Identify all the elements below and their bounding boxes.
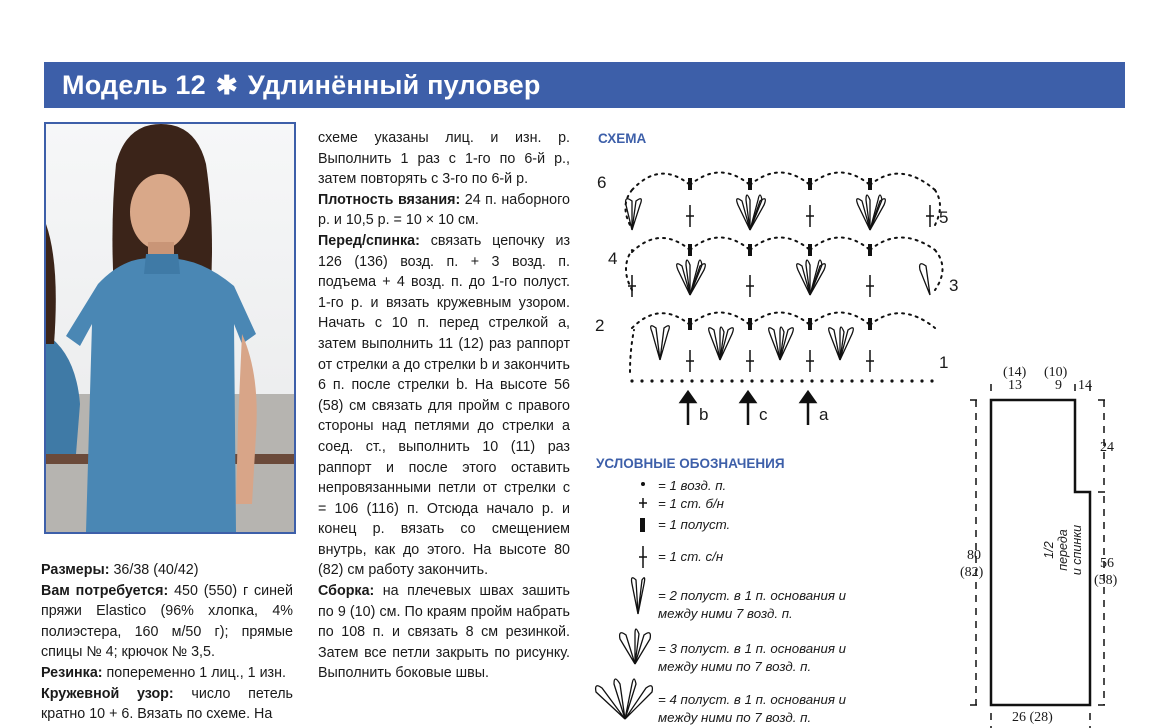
piece-label-a: 1/2 переда — [1042, 529, 1070, 571]
need-value: 450 (550) г синей пряжи Elastico (96% хлопка, 4% полиэстера, 160 м/50 г); прямые спицы № 4; крючок № 3,5. — [41, 582, 293, 661]
piece-label-b: и спинки — [1070, 524, 1084, 576]
row-number-3: 3 — [949, 276, 959, 295]
legend-fan2-b: между ними 7 возд. п. — [658, 606, 793, 621]
legend-fan2-a: = 2 полуст. в 1 п. основания и — [658, 588, 847, 603]
rib-para — [41, 663, 293, 684]
dim-left-a: 80 — [967, 548, 981, 563]
density-value: 24 п. наборного р. и 10,5 р. = 10 × 10 см. — [318, 191, 570, 229]
dim-top-right: 14 — [1078, 378, 1092, 393]
front-value: связать цепочку из 126 (136) возд. п. + 3 возд. п. подъема + 4 возд. п. до 1-го полуст. 1-го р. и вязать кружевным узором. Начать с 10 п. перед стрелкой а, затем выполнить 11 (12) раз раппорт от стрелки а до стрелки b и закончить 6 п. после стрелки b. На высоте 56 (58) см связать для пройм с правого стороны над петлями до стрелки а соед. ст., выполнить 10 (11) раз раппорт и после этого оставить непровязанными петли от стрелки с = 106 (116) п. Отсюда начало р. и конец р. вязать со смещением внутрь, как до этого. На высоте 80 (82) см работу закончить. — [318, 232, 570, 579]
density-label: Плотность вязания: — [318, 191, 461, 208]
crochet-chart — [590, 150, 970, 435]
dim-top-mid-b: 9 — [1055, 378, 1062, 393]
chain-icon — [641, 482, 645, 486]
lace-para — [41, 684, 293, 725]
instructions-column — [318, 128, 570, 684]
need-para — [41, 581, 293, 663]
chain-dots — [630, 379, 933, 382]
lace-continued: схеме указаны лиц. и изн. р. Выполнить 1 раз с 1-го по 6-й р., затем повторять с 3-го по 6-й р. — [318, 130, 570, 188]
model-illustration — [46, 124, 294, 532]
dim-right-mid-b: (58) — [1094, 573, 1118, 588]
dim-left-b: (82) — [960, 565, 984, 580]
legend-dc: = 1 ст. с/н — [658, 549, 724, 564]
legend-fan4-b: между ними по 7 возд. п. — [658, 710, 812, 725]
legend-symbols — [590, 474, 656, 724]
dim-right-mid-a: 56 — [1100, 556, 1114, 571]
rib-value: попеременно 1 лиц., 1 изн. — [102, 664, 286, 681]
rib-label: Резинка: — [41, 664, 103, 681]
fan-groups — [626, 195, 930, 360]
fan3-icon — [620, 629, 651, 664]
legend-half: = 1 полуст. — [658, 517, 731, 532]
row1-dots — [630, 379, 933, 382]
front-label: Перед/спинка: — [318, 232, 420, 249]
arrow-label-b: b — [699, 405, 709, 424]
legend-fan3-b: между ними по 7 возд. п. — [658, 659, 812, 674]
front-para — [318, 231, 570, 581]
fan2-icon — [632, 578, 645, 614]
legend-fan3-a: = 3 полуст. в 1 п. основания и — [658, 641, 847, 656]
arrow-label-a: a — [819, 405, 829, 424]
half-stitches — [688, 178, 872, 330]
lace-label: Кружевной узор: — [41, 685, 174, 702]
assembly-label: Сборка: — [318, 583, 375, 600]
half-stitch-icon — [640, 518, 645, 532]
materials-column — [41, 560, 293, 725]
dim-right-top: 24 — [1100, 440, 1114, 455]
assembly-para — [318, 581, 570, 684]
row-number-2: 2 — [595, 316, 605, 335]
legend-sc: = 1 ст. б/н — [658, 496, 725, 511]
sizes-value: 36/38 (40/42) — [109, 562, 199, 578]
row-number-1: 1 — [939, 353, 949, 372]
dim-top-left-b: 13 — [1008, 378, 1022, 393]
dim-bottom: 26 (28) — [1012, 710, 1053, 725]
density-para — [318, 190, 570, 231]
fan4-icon — [596, 679, 653, 719]
model-photo — [44, 122, 296, 534]
row-number-5: 5 — [939, 208, 949, 227]
legend-fan4-a: = 4 полуст. в 1 п. основания и — [658, 692, 847, 707]
arrow-label-c: c — [759, 405, 768, 424]
need-label: Вам потребуется: — [41, 582, 169, 599]
sizes-para — [41, 560, 293, 581]
lace-value: число петель кратно 10 + 6. Вязать по схеме. На — [41, 685, 293, 723]
row-number-4: 4 — [608, 249, 618, 268]
legend-chain: = 1 возд. п. — [658, 478, 727, 493]
assembly-value: на плечевых швах зашить по 9 (10) см. По краям пройм набрать по 108 п. и связать 8 см резинкой. Затем все петли закрыть по рисунку. Выполнить боковые швы. — [318, 583, 570, 682]
star-separator-icon: ✱ — [215, 69, 238, 100]
sizes-label: Размеры: — [41, 562, 110, 578]
model-label: Модель 12 — [62, 69, 206, 100]
title-bar — [44, 62, 1125, 108]
dim-top-left-a: (14) — [1003, 365, 1027, 380]
single-crochet — [628, 205, 934, 372]
piece-label — [1042, 520, 1084, 580]
schema-title: СХЕМА — [598, 131, 647, 146]
legend-title: УСЛОВНЫЕ ОБОЗНАЧЕНИЯ — [596, 456, 785, 471]
row-number-6: 6 — [597, 173, 607, 192]
page-title: Удлинённый пуловер — [247, 69, 541, 100]
dim-top-mid-a: (10) — [1044, 365, 1068, 380]
arch-chains — [625, 173, 942, 373]
